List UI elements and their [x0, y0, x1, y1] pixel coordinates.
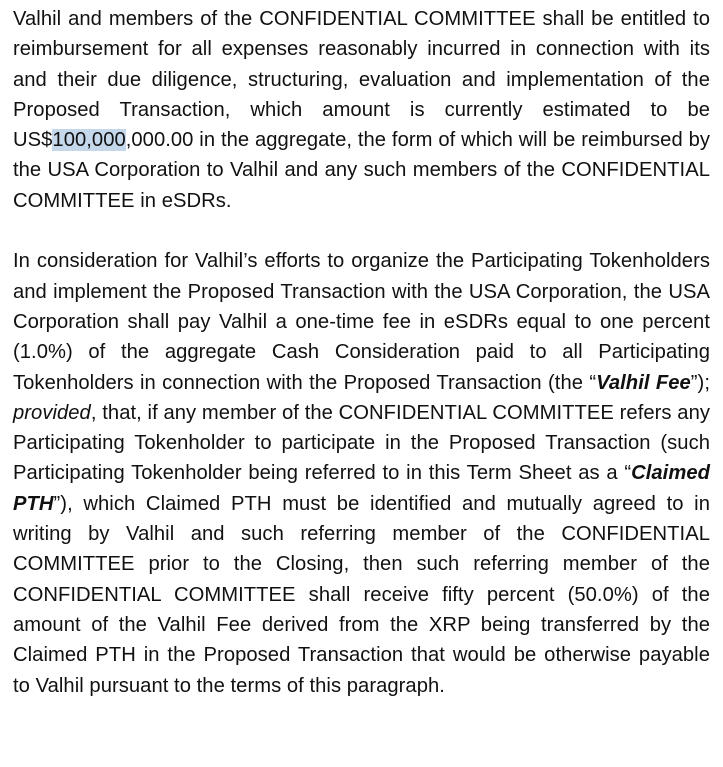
paragraph-2-text-part-1: In consideration for Valhil’s efforts to organize the Participating Tokenholders and implement the Proposed Transaction with the USA Corporation, the USA Corporation shall pay Valhil a one-time fee in eSDRs equal to one percent (1.0%) of the aggregate Cash Consideration paid to all Participating Tokenholders in connection with the Proposed Transaction (the “: [13, 250, 710, 394]
reimbursement-paragraph: [13, 4, 710, 216]
paragraph-2-text-part-2: ”);: [690, 371, 710, 394]
defined-term-valhil-fee: Valhil Fee: [596, 371, 691, 394]
paragraph-2-text-part-3: , that, if any member of the CONFIDENTIAL COMMITTEE refers any Participating Tokenholder to participate in the Proposed Transaction (such Participating Tokenholder being referred to in this Term Sheet as a “: [13, 401, 710, 485]
paragraph-spacer: [13, 216, 710, 246]
paragraph-1-text-end: ,000.00 in the aggregate, the form of which will be reimbursed by the USA Corporation to Valhil and any such members of the CONFIDENTIAL COMMITTEE in eSDRs.: [13, 129, 710, 212]
paragraph-2-text-part-4: ”), which Claimed PTH must be identified and mutually agreed to in writing by Valhil and such referring member of the CONFIDENTIAL COMMITTEE prior to the Closing, then such referring member of the CONFIDENTIAL COMMITTEE shall receive fifty percent (50.0%) of the amount of the Valhil Fee derived from the XRP being transferred by the Claimed PTH in the Proposed Transaction that would be otherwise payable to Valhil pursuant to the terms of this paragraph.: [13, 492, 710, 697]
highlighted-amount: 100,000: [52, 129, 126, 152]
paragraph-1-text-start: Valhil and members of the CONFIDENTIAL COMMITTEE shall be entitled to reimbursement for all expenses reasonably incurred in connection with its and their due diligence, structuring, evaluation and implementation of the Proposed Transaction, which amount is currently estimated to be US$: [13, 8, 710, 152]
provided-italic: provided: [13, 401, 91, 424]
defined-term-claimed-pth: Claimed PTH: [13, 462, 710, 515]
valhil-fee-paragraph: [13, 246, 710, 700]
